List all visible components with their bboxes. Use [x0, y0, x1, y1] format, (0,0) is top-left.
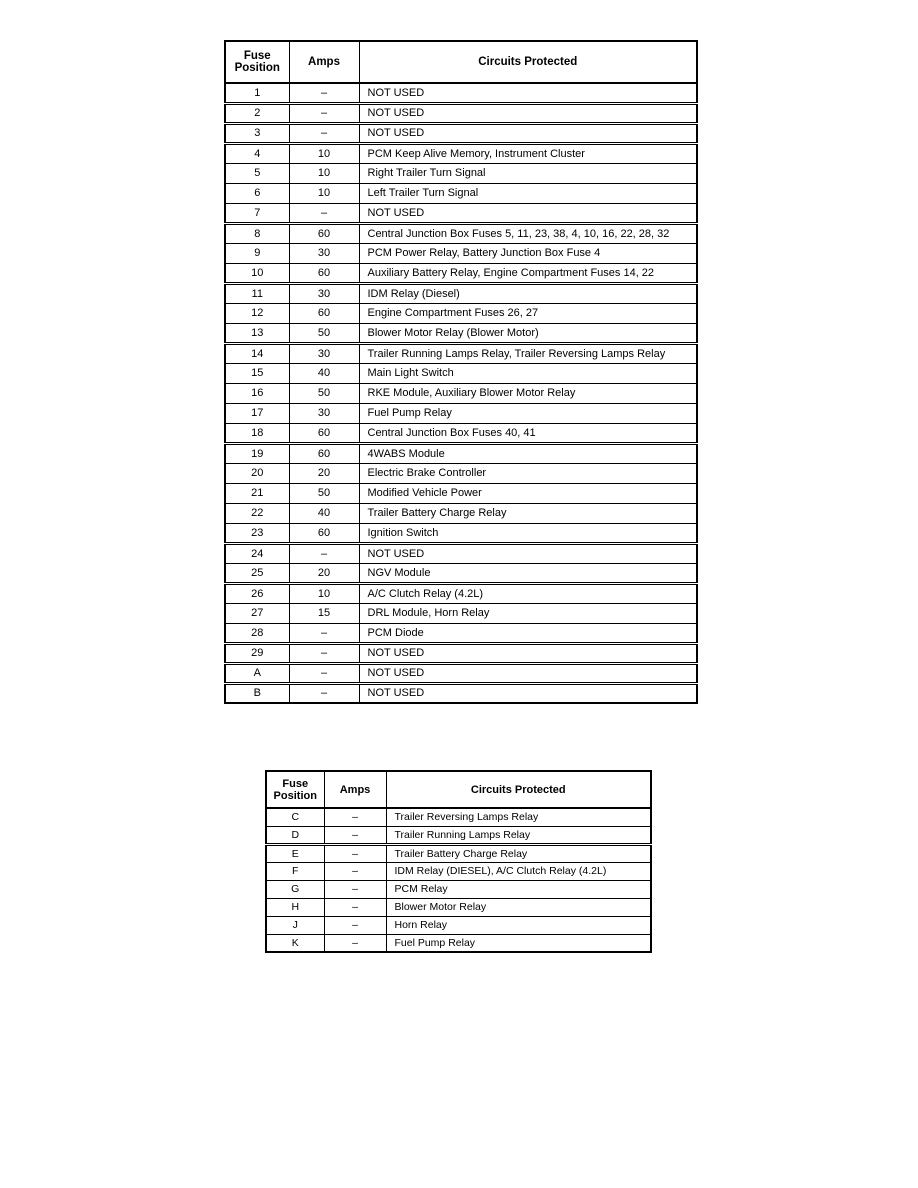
fuse-position-cell: K: [266, 934, 324, 952]
table-row: [225, 363, 697, 383]
fuse-position-cell: 29: [225, 643, 289, 663]
column-header: Fuse Position: [225, 41, 289, 83]
column-header: Amps: [324, 771, 386, 808]
circuits-protected-cell: Trailer Battery Charge Relay: [386, 844, 651, 862]
circuits-protected-cell: Main Light Switch: [359, 363, 697, 383]
table-row: [225, 83, 697, 103]
amps-cell: –: [324, 862, 386, 880]
table-row: [225, 583, 697, 603]
column-header: Circuits Protected: [359, 41, 697, 83]
amps-cell: 60: [289, 523, 359, 543]
table-row: [225, 443, 697, 463]
amps-cell: 20: [289, 463, 359, 483]
amps-cell: 30: [289, 403, 359, 423]
table-row: [225, 523, 697, 543]
column-header: Amps: [289, 41, 359, 83]
amps-cell: 10: [289, 183, 359, 203]
fuse-position-cell: 18: [225, 423, 289, 443]
circuits-protected-cell: Trailer Running Lamps Relay, Trailer Reversing Lamps Relay: [359, 343, 697, 363]
table-row: [225, 563, 697, 583]
fuse-position-cell: 10: [225, 263, 289, 283]
table-row: [225, 143, 697, 163]
circuits-protected-cell: Blower Motor Relay: [386, 898, 651, 916]
fuse-position-cell: H: [266, 898, 324, 916]
fuse-position-cell: 17: [225, 403, 289, 423]
amps-cell: 10: [289, 163, 359, 183]
fuse-position-cell: 20: [225, 463, 289, 483]
table-row: [225, 403, 697, 423]
circuits-protected-cell: Auxiliary Battery Relay, Engine Compartment Fuses 14, 22: [359, 263, 697, 283]
circuits-protected-cell: NOT USED: [359, 83, 697, 103]
circuits-protected-cell: NOT USED: [359, 103, 697, 123]
fuse-position-cell: 15: [225, 363, 289, 383]
circuits-protected-cell: IDM Relay (Diesel): [359, 283, 697, 303]
fuse-position-cell: J: [266, 916, 324, 934]
table-row: [266, 808, 651, 826]
fuse-position-cell: 28: [225, 623, 289, 643]
circuits-protected-cell: Blower Motor Relay (Blower Motor): [359, 323, 697, 343]
amps-cell: 40: [289, 503, 359, 523]
fuse-position-cell: 23: [225, 523, 289, 543]
table-row: [266, 898, 651, 916]
amps-cell: –: [324, 880, 386, 898]
amps-cell: –: [289, 683, 359, 703]
amps-cell: 60: [289, 263, 359, 283]
fuse-position-cell: 9: [225, 243, 289, 263]
circuits-protected-cell: PCM Diode: [359, 623, 697, 643]
circuits-protected-cell: NOT USED: [359, 643, 697, 663]
table-row: [225, 103, 697, 123]
circuits-protected-cell: Left Trailer Turn Signal: [359, 183, 697, 203]
table-row: [266, 862, 651, 880]
fuse-position-cell: 22: [225, 503, 289, 523]
table-row: [266, 844, 651, 862]
amps-cell: 60: [289, 443, 359, 463]
table-row: [225, 163, 697, 183]
circuits-protected-cell: 4WABS Module: [359, 443, 697, 463]
circuits-protected-cell: Fuel Pump Relay: [359, 403, 697, 423]
fuse-position-cell: 14: [225, 343, 289, 363]
fuse-position-cell: 6: [225, 183, 289, 203]
fuse-position-cell: A: [225, 663, 289, 683]
table-row: [225, 503, 697, 523]
amps-cell: –: [289, 83, 359, 103]
amps-cell: –: [289, 123, 359, 143]
circuits-protected-cell: Central Junction Box Fuses 40, 41: [359, 423, 697, 443]
fuse-position-cell: 19: [225, 443, 289, 463]
amps-cell: –: [324, 826, 386, 844]
amps-cell: –: [324, 808, 386, 826]
amps-cell: –: [324, 916, 386, 934]
circuits-protected-cell: Horn Relay: [386, 916, 651, 934]
fuse-table-main: [224, 40, 698, 704]
table-row: [225, 183, 697, 203]
amps-cell: 10: [289, 143, 359, 163]
table-row: [225, 643, 697, 663]
fuse-position-cell: 26: [225, 583, 289, 603]
table-row: [225, 463, 697, 483]
fuse-position-cell: 13: [225, 323, 289, 343]
table-row: [266, 826, 651, 844]
column-header: Fuse Position: [266, 771, 324, 808]
circuits-protected-cell: NOT USED: [359, 123, 697, 143]
fuse-position-cell: 5: [225, 163, 289, 183]
amps-cell: 30: [289, 283, 359, 303]
table-row: [225, 283, 697, 303]
amps-cell: –: [289, 103, 359, 123]
amps-cell: –: [289, 663, 359, 683]
circuits-protected-cell: DRL Module, Horn Relay: [359, 603, 697, 623]
fuse-position-cell: E: [266, 844, 324, 862]
fuse-position-cell: C: [266, 808, 324, 826]
fuse-position-cell: 12: [225, 303, 289, 323]
circuits-protected-cell: Electric Brake Controller: [359, 463, 697, 483]
amps-cell: 50: [289, 483, 359, 503]
circuits-protected-cell: Right Trailer Turn Signal: [359, 163, 697, 183]
table-row: [225, 343, 697, 363]
circuits-protected-cell: RKE Module, Auxiliary Blower Motor Relay: [359, 383, 697, 403]
circuits-protected-cell: A/C Clutch Relay (4.2L): [359, 583, 697, 603]
amps-cell: 40: [289, 363, 359, 383]
fuse-position-cell: 1: [225, 83, 289, 103]
circuits-protected-cell: Ignition Switch: [359, 523, 697, 543]
fuse-position-cell: 7: [225, 203, 289, 223]
table-row: [266, 880, 651, 898]
header-row: [225, 41, 697, 83]
table-row: [225, 203, 697, 223]
table-row: [266, 934, 651, 952]
table-row: [225, 683, 697, 703]
table-row: [225, 243, 697, 263]
fuse-position-cell: 8: [225, 223, 289, 243]
fuse-position-cell: F: [266, 862, 324, 880]
amps-cell: –: [289, 643, 359, 663]
table-row: [225, 303, 697, 323]
circuits-protected-cell: NOT USED: [359, 543, 697, 563]
circuits-protected-cell: Engine Compartment Fuses 26, 27: [359, 303, 697, 323]
amps-cell: 50: [289, 383, 359, 403]
amps-cell: –: [289, 543, 359, 563]
amps-cell: –: [289, 623, 359, 643]
amps-cell: 30: [289, 343, 359, 363]
fuse-position-cell: B: [225, 683, 289, 703]
table-row: [266, 916, 651, 934]
fuse-table-secondary: [265, 770, 652, 953]
table-row: [225, 323, 697, 343]
table-row: [225, 603, 697, 623]
table-row: [225, 663, 697, 683]
table-row: [225, 543, 697, 563]
fuse-position-cell: 3: [225, 123, 289, 143]
fuse-position-cell: 24: [225, 543, 289, 563]
fuse-position-cell: 25: [225, 563, 289, 583]
table-row: [225, 263, 697, 283]
circuits-protected-cell: Fuel Pump Relay: [386, 934, 651, 952]
circuits-protected-cell: Central Junction Box Fuses 5, 11, 23, 38, 4, 10, 16, 22, 28, 32: [359, 223, 697, 243]
amps-cell: 60: [289, 223, 359, 243]
amps-cell: 60: [289, 303, 359, 323]
fuse-position-cell: 16: [225, 383, 289, 403]
amps-cell: –: [324, 844, 386, 862]
header-row: [266, 771, 651, 808]
circuits-protected-cell: PCM Power Relay, Battery Junction Box Fuse 4: [359, 243, 697, 263]
fuse-position-cell: 27: [225, 603, 289, 623]
fuse-position-cell: 4: [225, 143, 289, 163]
amps-cell: 60: [289, 423, 359, 443]
fuse-position-cell: G: [266, 880, 324, 898]
circuits-protected-cell: NGV Module: [359, 563, 697, 583]
circuits-protected-cell: PCM Keep Alive Memory, Instrument Cluster: [359, 143, 697, 163]
amps-cell: 10: [289, 583, 359, 603]
amps-cell: 20: [289, 563, 359, 583]
amps-cell: –: [289, 203, 359, 223]
table-row: [225, 383, 697, 403]
table-row: [225, 483, 697, 503]
amps-cell: 50: [289, 323, 359, 343]
circuits-protected-cell: NOT USED: [359, 203, 697, 223]
table-row: [225, 223, 697, 243]
circuits-protected-cell: PCM Relay: [386, 880, 651, 898]
table-row: [225, 123, 697, 143]
circuits-protected-cell: Modified Vehicle Power: [359, 483, 697, 503]
circuits-protected-cell: Trailer Battery Charge Relay: [359, 503, 697, 523]
amps-cell: 30: [289, 243, 359, 263]
circuits-protected-cell: NOT USED: [359, 663, 697, 683]
column-header: Circuits Protected: [386, 771, 651, 808]
circuits-protected-cell: Trailer Running Lamps Relay: [386, 826, 651, 844]
circuits-protected-cell: NOT USED: [359, 683, 697, 703]
amps-cell: 15: [289, 603, 359, 623]
fuse-position-cell: 2: [225, 103, 289, 123]
table-row: [225, 623, 697, 643]
fuse-position-cell: D: [266, 826, 324, 844]
circuits-protected-cell: IDM Relay (DIESEL), A/C Clutch Relay (4.2L): [386, 862, 651, 880]
circuits-protected-cell: Trailer Reversing Lamps Relay: [386, 808, 651, 826]
amps-cell: –: [324, 934, 386, 952]
table-row: [225, 423, 697, 443]
amps-cell: –: [324, 898, 386, 916]
fuse-position-cell: 21: [225, 483, 289, 503]
fuse-position-cell: 11: [225, 283, 289, 303]
